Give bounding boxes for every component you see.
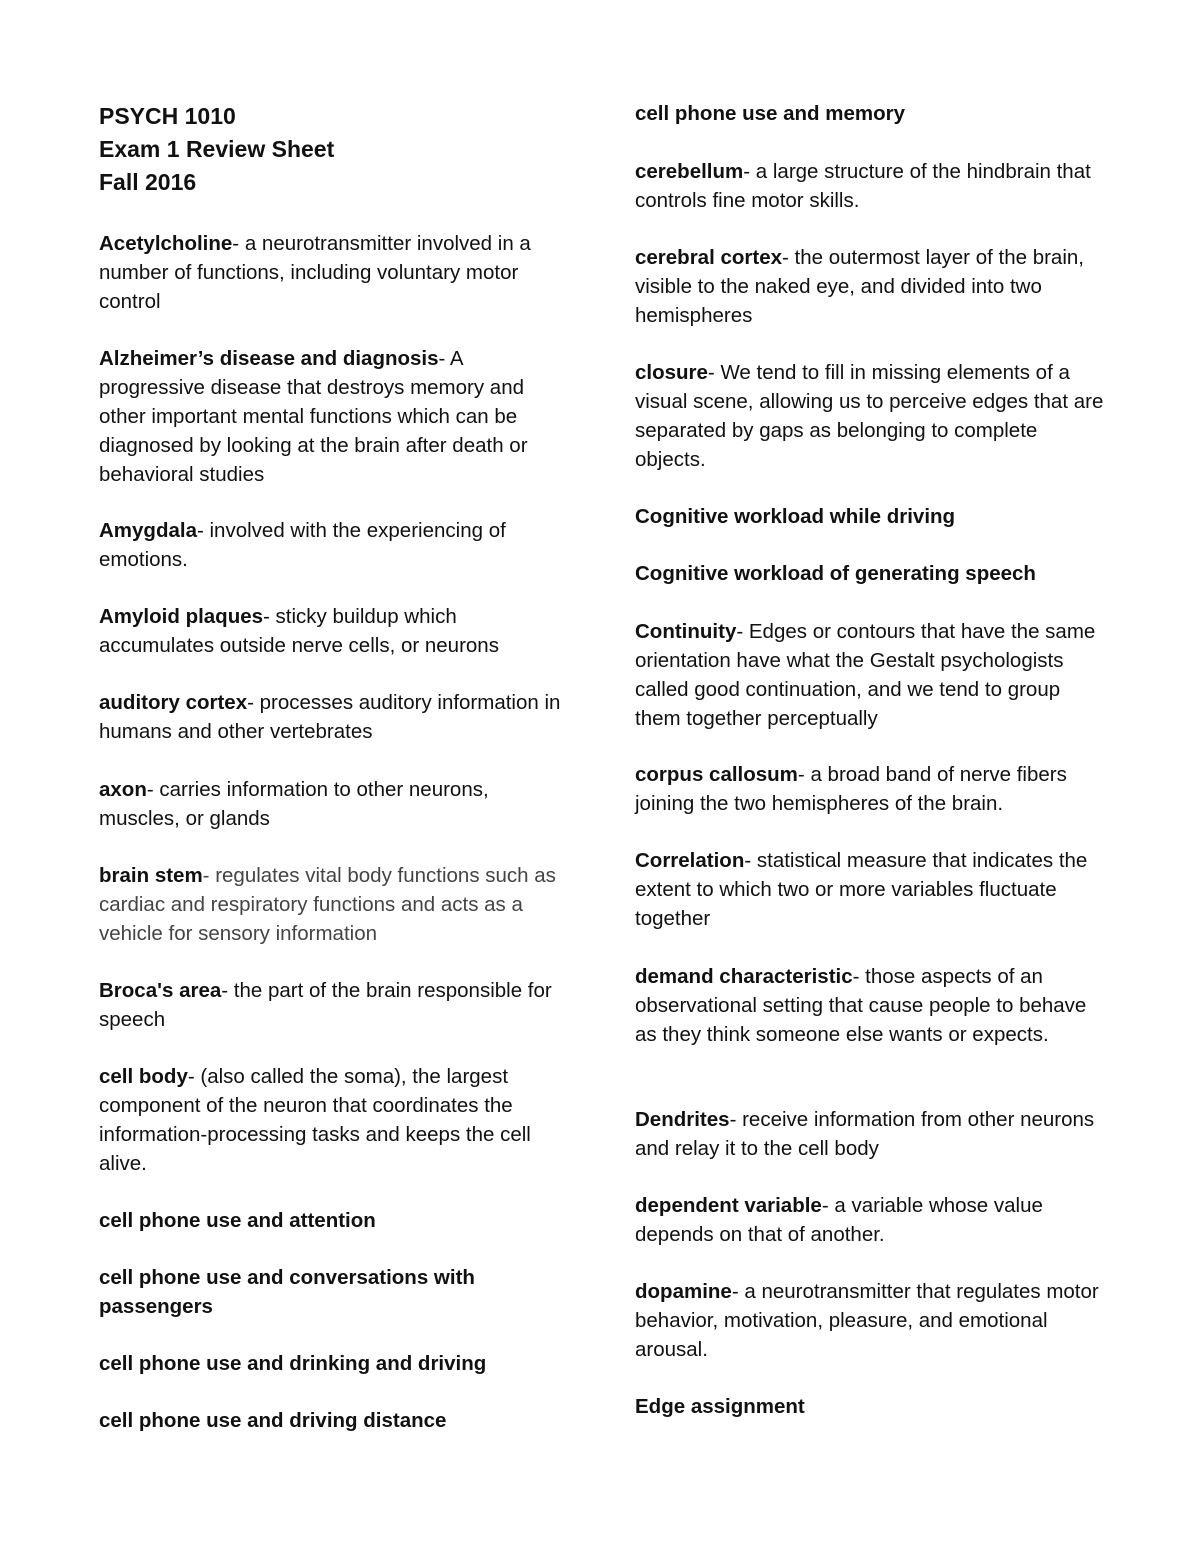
- semester-title: Fall 2016: [99, 169, 197, 195]
- glossary-entry: [635, 502, 1105, 531]
- glossary-entry: [99, 976, 569, 1034]
- glossary-entry: [635, 846, 1105, 933]
- sheet-title: Exam 1 Review Sheet: [99, 136, 335, 162]
- glossary-entry: [635, 1392, 1105, 1421]
- term: demand characteristic: [635, 965, 853, 988]
- glossary-entry: [635, 1277, 1105, 1364]
- term: cell phone use and conversations with passengers: [99, 1266, 475, 1318]
- definition: - carries information to other neurons, muscles, or glands: [99, 778, 489, 830]
- definition: - a broad band of nerve fibers joining the two hemispheres of the brain.: [635, 763, 1067, 815]
- term: cell phone use and attention: [99, 1209, 376, 1232]
- glossary-entry: [635, 1105, 1105, 1163]
- term: cell phone use and drinking and driving: [99, 1352, 487, 1375]
- glossary-entry: [99, 861, 569, 948]
- definition: - We tend to fill in missing elements of a visual scene, allowing us to perceive edges that are separated by gaps as belonging to complete objects.: [635, 361, 1104, 471]
- definition: - Edges or contours that have the same orientation have what the Gestalt psychologists called good continuation, and we tend to group them together perceptually: [635, 620, 1096, 730]
- definition: - processes auditory information in humans and other vertebrates: [99, 691, 561, 743]
- term: Cognitive workload while driving: [635, 505, 956, 528]
- term: corpus callosum: [635, 763, 798, 786]
- term: Edge assignment: [635, 1395, 805, 1418]
- term: dopamine: [635, 1280, 732, 1303]
- glossary-entry: [99, 1349, 569, 1378]
- glossary-entry: [99, 516, 569, 574]
- glossary-entry: [99, 1406, 569, 1435]
- definition: - sticky buildup which accumulates outside nerve cells, or neurons: [99, 605, 499, 657]
- glossary-entry: [635, 1191, 1105, 1249]
- term: Cognitive workload of generating speech: [635, 562, 1036, 585]
- glossary-entry: [635, 617, 1105, 733]
- definition: - (also called the soma), the largest component of the neuron that coordinates the information-processing tasks and keeps the cell alive.: [99, 1065, 531, 1175]
- definition: - receive information from other neurons and relay it to the cell body: [635, 1108, 1095, 1160]
- glossary-entry: [99, 1062, 569, 1178]
- glossary-entry: [635, 157, 1105, 215]
- term: cerebral cortex: [635, 246, 783, 269]
- term: cerebellum: [635, 160, 744, 183]
- term: cell phone use and driving distance: [99, 1409, 447, 1432]
- glossary-entry: [635, 358, 1105, 474]
- document-title: [99, 100, 569, 199]
- glossary-entry: [635, 559, 1105, 588]
- glossary-entry: [99, 775, 569, 833]
- definition: - those aspects of an observational setting that cause people to behave as they think someone else wants or expects.: [635, 965, 1087, 1046]
- glossary-entry: [635, 760, 1105, 818]
- term: dependent variable: [635, 1194, 822, 1217]
- glossary-entry: [99, 1263, 499, 1321]
- glossary-entry: [99, 602, 569, 660]
- term: brain stem: [99, 864, 203, 887]
- glossary-entry: [99, 344, 569, 489]
- term: cell phone use and memory: [635, 102, 905, 125]
- term: Acetylcholine: [99, 232, 233, 255]
- term: axon: [99, 778, 147, 801]
- term: Amyloid plaques: [99, 605, 264, 628]
- term: Dendrites: [635, 1108, 730, 1131]
- definition: - the outermost layer of the brain, visible to the naked eye, and divided into two hemispheres: [635, 246, 1084, 327]
- term: Broca's area: [99, 979, 222, 1002]
- definition: - a neurotransmitter that regulates motor behavior, motivation, pleasure, and emotional arousal.: [635, 1280, 1099, 1361]
- glossary-entry: [635, 962, 1105, 1049]
- definition: - A progressive disease that destroys memory and other important mental functions which can be diagnosed by looking at the brain after death or behavioral studies: [99, 347, 528, 486]
- glossary-entry: [635, 243, 1105, 330]
- definition: - a variable whose value depends on that of another.: [635, 1194, 1043, 1246]
- term: Alzheimer’s disease and diagnosis: [99, 347, 439, 370]
- definition: - regulates vital body functions such as cardiac and respiratory functions and acts as a vehicle for sensory information: [99, 864, 556, 945]
- glossary-entry: [99, 1206, 569, 1235]
- glossary-entry: [635, 99, 1105, 128]
- glossary-entry: [99, 229, 569, 316]
- term: auditory cortex: [99, 691, 248, 714]
- definition: - a neurotransmitter involved in a number of functions, including voluntary motor control: [99, 232, 531, 313]
- definition: - involved with the experiencing of emotions.: [99, 519, 506, 571]
- definition: - a large structure of the hindbrain that controls fine motor skills.: [635, 160, 1091, 212]
- term: Continuity: [635, 620, 737, 643]
- term: cell body: [99, 1065, 188, 1088]
- term: closure: [635, 361, 708, 384]
- glossary-entry: [99, 688, 569, 746]
- course-title: PSYCH 1010: [99, 103, 236, 129]
- definition: - the part of the brain responsible for speech: [99, 979, 552, 1031]
- term: Correlation: [635, 849, 745, 872]
- term: Amygdala: [99, 519, 197, 542]
- definition: - statistical measure that indicates the extent to which two or more variables fluctuate together: [635, 849, 1088, 930]
